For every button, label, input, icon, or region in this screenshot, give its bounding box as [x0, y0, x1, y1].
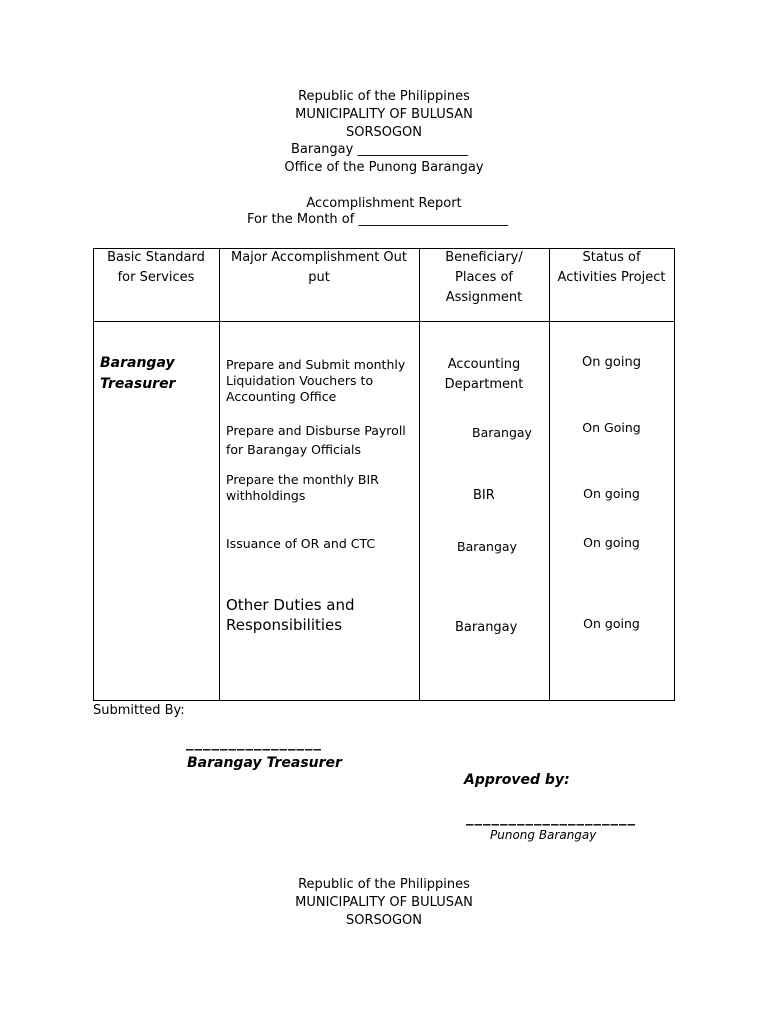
status-cell: On going [582, 355, 641, 370]
column-header-standard: Basic Standard for Services [107, 250, 205, 285]
beneficiary-cell: Accounting Department [444, 357, 524, 392]
accomplishment-cell: Prepare the monthly BIR withholdings [226, 472, 379, 503]
status-cell: On going [583, 535, 640, 550]
table-col-divider-2 [419, 248, 420, 701]
column-header-accomplishment: Major Accomplishment Out put [231, 250, 407, 285]
table-border-right [674, 248, 675, 701]
beneficiary-cell: BIR [473, 488, 495, 503]
approved-by-label: Approved by: [464, 772, 570, 788]
beneficiary-cell: Barangay [455, 620, 518, 635]
header-republic: Republic of the Philippines [298, 89, 470, 104]
table-header-divider [93, 321, 675, 322]
status-cell: On going [583, 486, 640, 501]
punong-signature-line: ____________________ [466, 808, 636, 826]
report-title: Accomplishment Report [306, 196, 462, 211]
footer-province: SORSOGON [345, 913, 423, 928]
punong-signatory: Punong Barangay [490, 828, 597, 842]
table-col-divider-1 [219, 248, 220, 701]
header-province: SORSOGON [345, 125, 423, 140]
treasurer-signatory: Barangay Treasurer [187, 755, 342, 771]
status-cell: On Going [582, 420, 641, 435]
accomplishment-cell: Issuance of OR and CTC [226, 536, 376, 551]
header-municipality: MUNICIPALITY OF BULUSAN [295, 107, 473, 122]
treasurer-signature-line: ________________ [186, 733, 322, 751]
column-header-status: Status of Activities Project [557, 250, 666, 285]
table-border-bottom [93, 700, 675, 701]
table-col-divider-3 [549, 248, 550, 701]
beneficiary-cell: Barangay [457, 539, 517, 554]
status-cell: On going [583, 616, 640, 631]
report-month: For the Month of _______________________ [247, 212, 508, 227]
table-border-left [93, 248, 94, 701]
header-office: Office of the Punong Barangay [284, 160, 484, 175]
beneficiary-cell: Barangay [472, 425, 532, 440]
column-header-beneficiary: Beneficiary/ Places of Assignment [445, 250, 523, 305]
header-barangay: Barangay _________________ [291, 142, 468, 157]
accomplishment-cell: Other Duties and Responsibilities [226, 596, 355, 634]
accomplishment-cell: Prepare and Disburse Payroll for Barangay Officials [226, 423, 406, 457]
standard-cell: Barangay Treasurer [100, 355, 176, 392]
footer-republic: Republic of the Philippines [298, 877, 470, 892]
footer-municipality: MUNICIPALITY OF BULUSAN [295, 895, 473, 910]
accomplishment-cell: Prepare and Submit monthly Liquidation Vouchers to Accounting Office [226, 357, 406, 404]
submitted-by-label: Submitted By: [93, 703, 185, 718]
